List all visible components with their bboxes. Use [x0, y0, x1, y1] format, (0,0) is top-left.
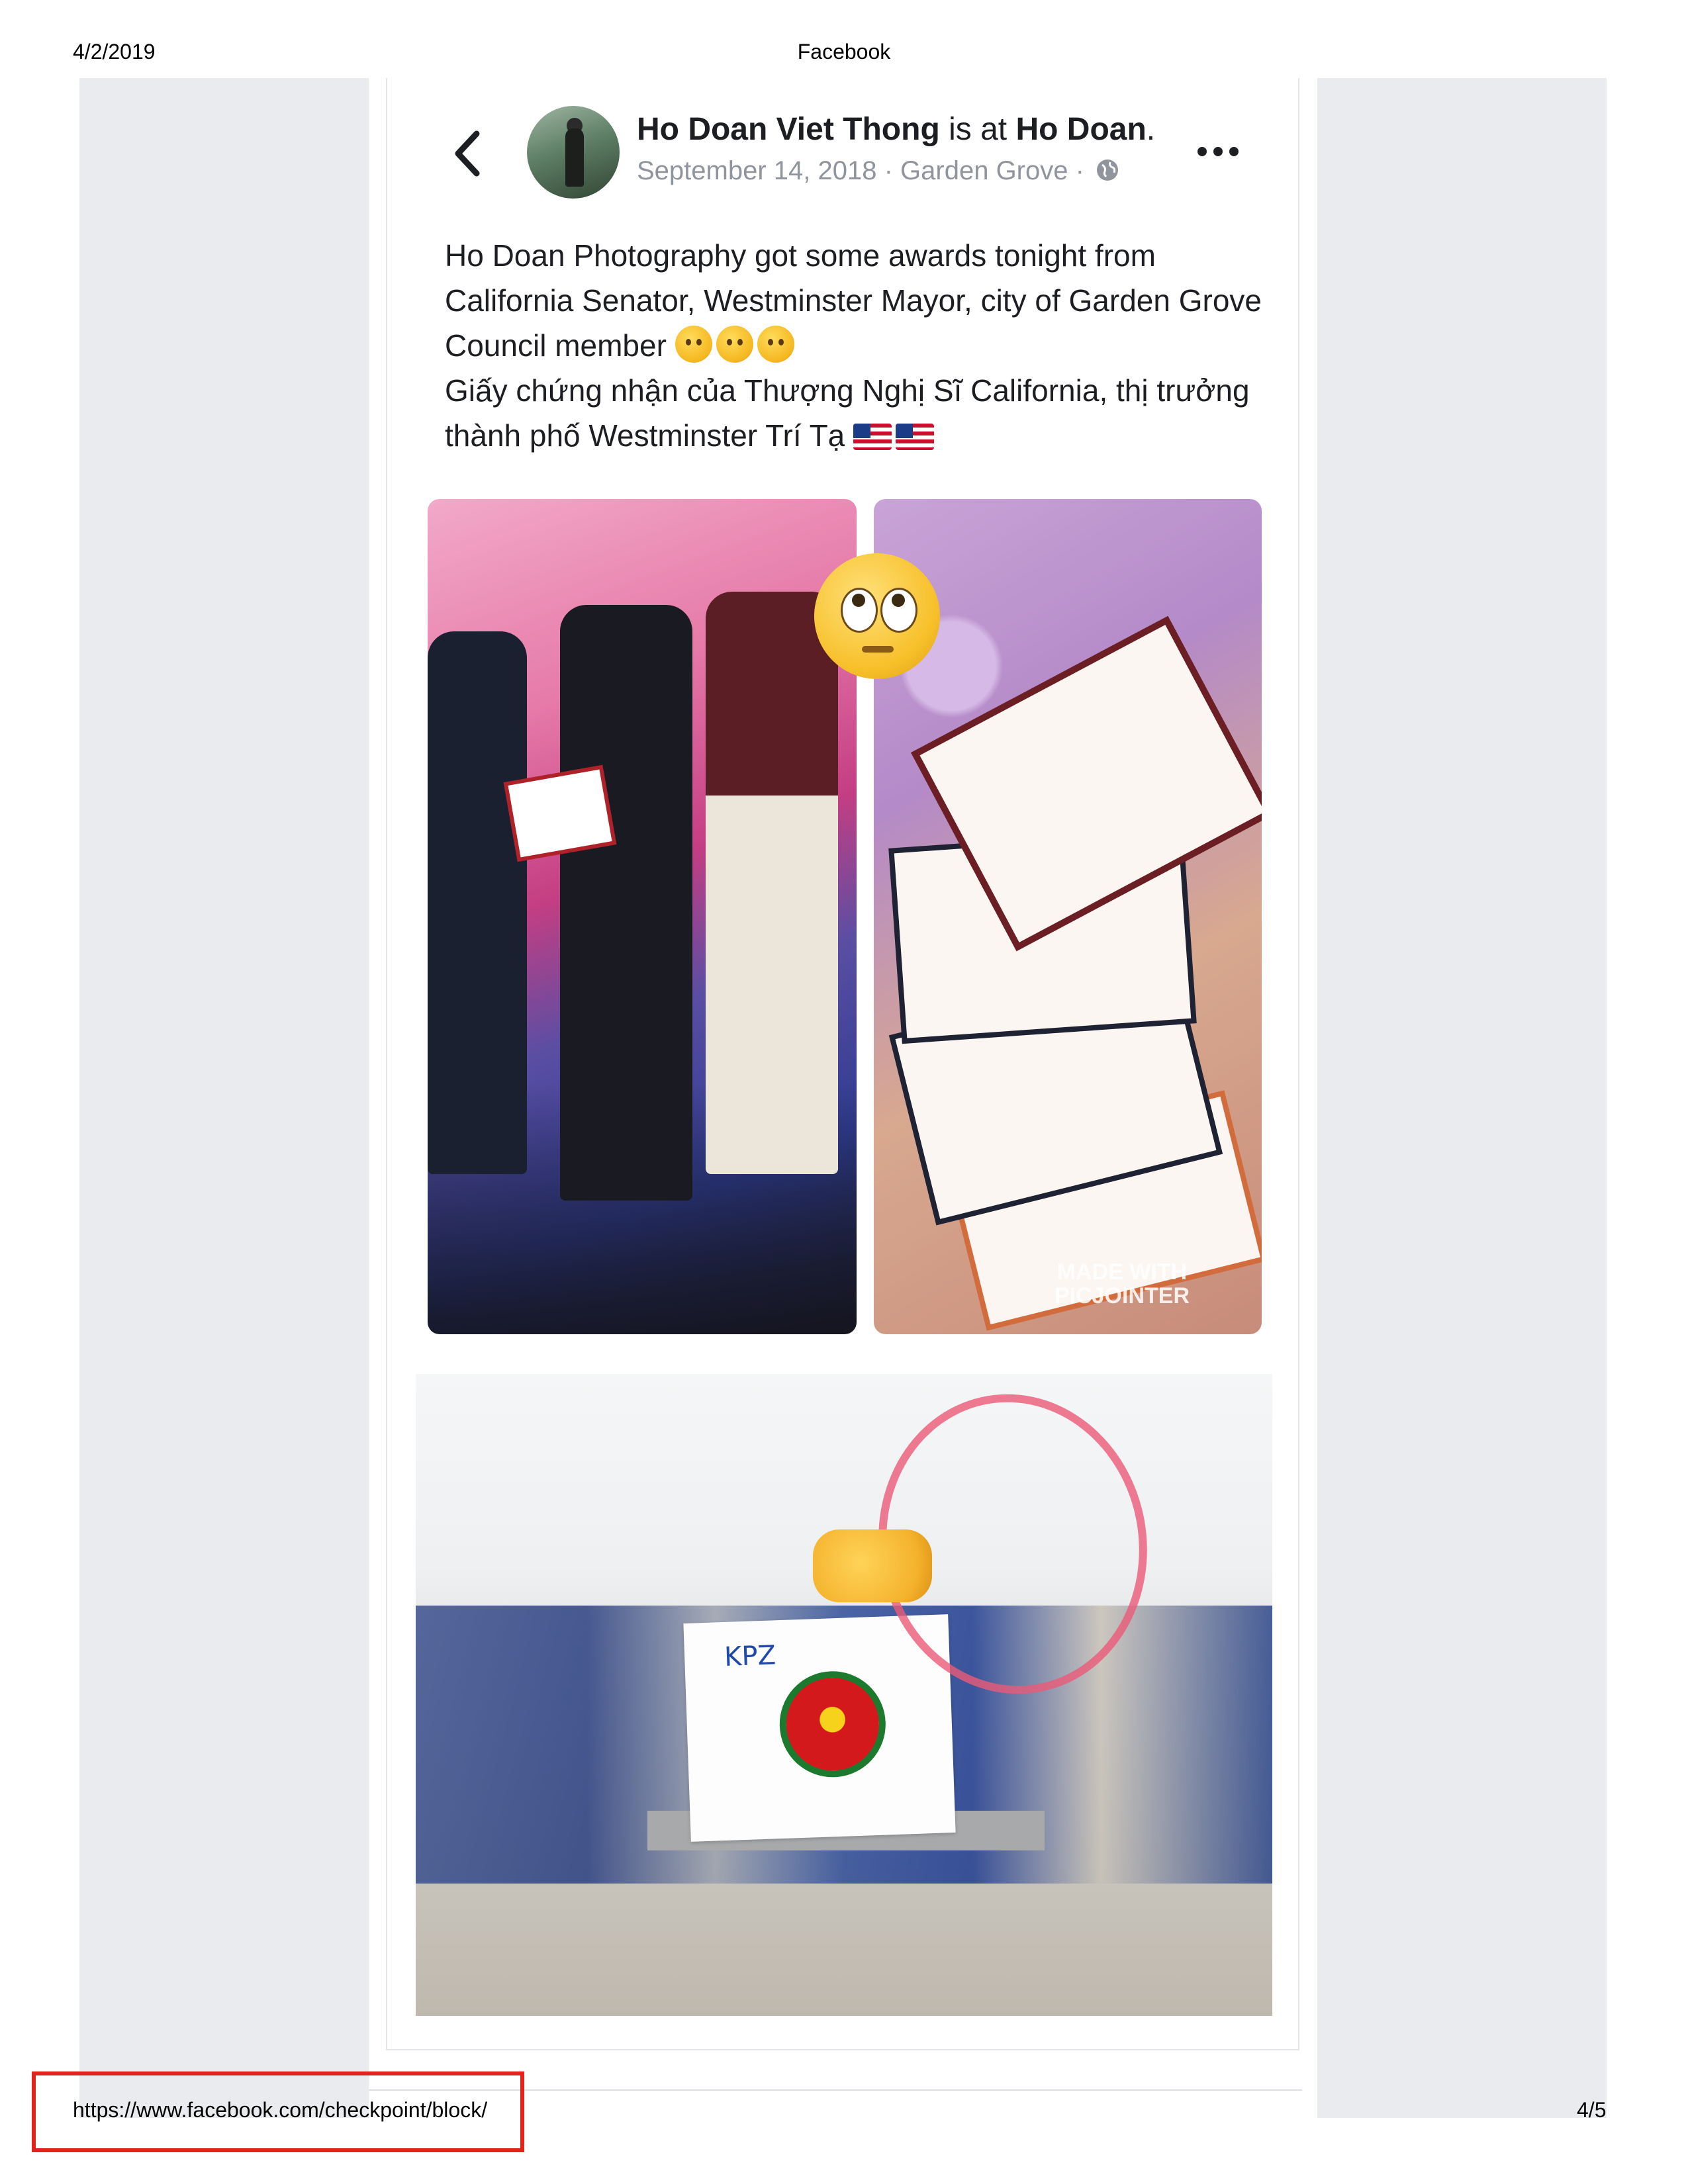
kpz-poster-board — [683, 1614, 955, 1842]
page-number: 4/5 — [1577, 2098, 1607, 2122]
author-name-link[interactable]: Ho Doan Viet Thong — [637, 112, 940, 147]
woman-presenter-figure — [428, 631, 527, 1174]
collage-watermark: MADE WITH PICJOINTER — [1054, 1259, 1190, 1308]
eye-roll-left-eye — [841, 588, 878, 633]
pointing-hand-emoji-icon — [813, 1529, 932, 1602]
post-text-line-english — [445, 233, 1272, 368]
youth-union-emblem — [778, 1670, 887, 1779]
us-flag-emoji-icon — [896, 424, 934, 450]
post-date-link[interactable]: September 14, 2018 — [637, 156, 877, 185]
young-man-figure — [706, 592, 838, 1174]
post-text-english: Ho Doan Photography got some awards tonight from California Senator, Westminster Mayor, city of Garden Grove Council member — [445, 238, 1262, 363]
kpz-label: KPZ — [724, 1640, 776, 1672]
place-suffix: . — [1146, 112, 1156, 147]
meta-separator: · — [876, 156, 901, 185]
place-name-link[interactable]: Ho Doan — [1015, 112, 1147, 147]
eye-roll-emoji-icon — [814, 553, 940, 679]
post-text-vietnamese: Giấy chứng nhận của Thượng Nghị Sĩ California, thị trưởng thành phố Westminster Trí Tạ — [445, 373, 1250, 453]
print-header — [0, 40, 1688, 66]
avatar-figure-shape — [565, 128, 584, 187]
right-side-panel — [1317, 78, 1607, 2118]
back-arrow-icon[interactable] — [449, 127, 489, 180]
print-date: 4/2/2019 — [73, 40, 156, 64]
post-text-line-vietnamese — [445, 368, 1272, 458]
post-location-link[interactable]: Garden Grove — [900, 156, 1068, 185]
pupil-shape — [892, 594, 905, 607]
checkin-connector: is at — [939, 112, 1016, 147]
thinking-face-emoji-icon — [675, 326, 712, 363]
print-title: Facebook — [797, 40, 891, 64]
page-url: https://www.facebook.com/checkpoint/block/ — [73, 2098, 488, 2122]
senior-man-figure — [560, 605, 692, 1201]
post-header-title — [637, 110, 1155, 150]
award-stage-photo[interactable] — [428, 499, 857, 1334]
us-flag-emoji-icon — [853, 424, 892, 450]
post-text — [445, 233, 1272, 458]
thinking-face-emoji-icon — [757, 326, 794, 363]
thinking-face-emoji-icon — [716, 326, 753, 363]
group-photo[interactable] — [416, 1374, 1272, 2016]
post-meta — [637, 154, 1119, 188]
pupil-shape — [852, 594, 865, 607]
eye-roll-mouth — [862, 646, 894, 653]
more-options-icon[interactable] — [1196, 142, 1241, 161]
author-avatar[interactable] — [527, 106, 620, 199]
meta-separator-end: · — [1068, 156, 1092, 185]
print-footer — [0, 2098, 1688, 2138]
left-side-panel — [79, 78, 369, 2118]
globe-icon — [1096, 158, 1119, 182]
eye-roll-right-eye — [880, 588, 917, 633]
